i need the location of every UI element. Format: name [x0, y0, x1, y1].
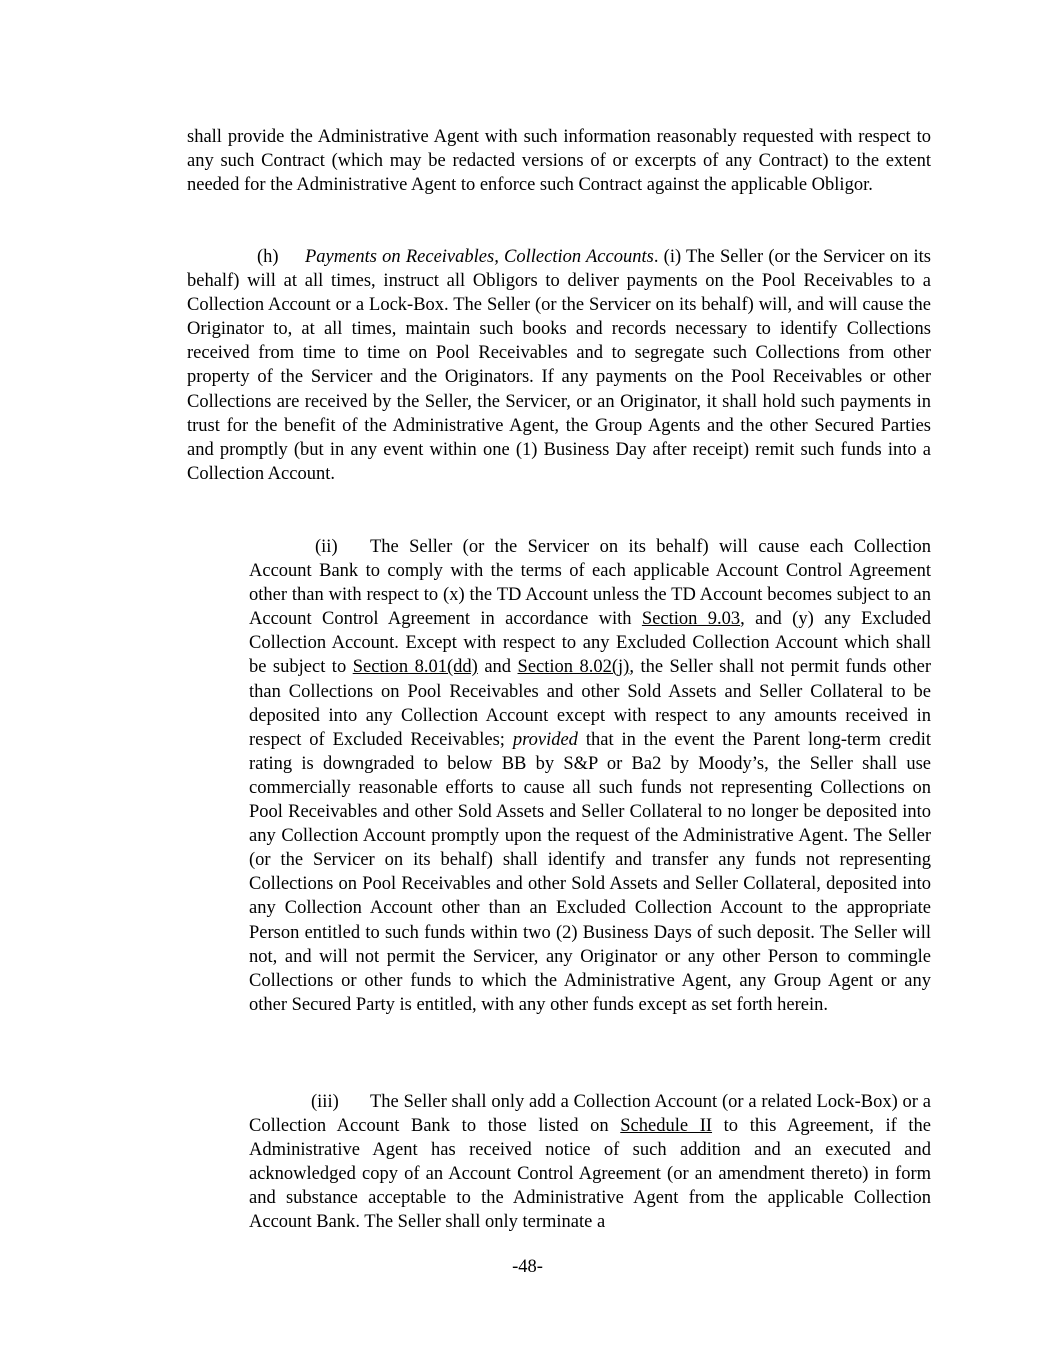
paragraph-text: . (i) The Seller (or the Servicer on its behalf) will at all times, instruct all Obligors to deliver payments on the Pool Receivables to a Collection Account or a Lock-Box. The Seller (or the Servicer on its behalf) will, and will cause the Originator to, at all times, maintain such books and records necessary to identify Collections received from time to time on Pool Receivables and to segregate such Collections from other property of the Servicer and the Originators. If any payments on the Pool Receivables or other Collections are received by the Seller, the Servicer, or an Originator, it shall hold such payments in trust for the benefit of the Administrative Agent, the Group Agents and the other Secured Parties and promptly (but in any event within one (1) Business Day after receipt) remit such funds into a Collection Account. [187, 247, 932, 484]
paragraph-text: The Seller (or the Servicer on its behalf) will cause each Collection Account Bank to comply with the terms of each applicable Account Control Agreement other than with respect to (x) the TD Account unless the TD Account becomes subject to an Account Control Agreement in accordance with [249, 537, 931, 630]
clause-heading: Payments on Receivables, Collection Accounts [305, 247, 654, 267]
paragraph-text: The Seller shall only add a Collection Account (or a related Lock-Box) or a Collection Account Bank to those listed on [249, 1092, 931, 1137]
paragraph-text: to this Agreement, if the Administrative Agent has received notice of such addition and an executed and acknowledged copy of an Account Control Agreement (or an amendment thereto) in form and substance acceptable to the Administrative Agent from the applicable Collection Account Bank. The Seller shall only terminate a [249, 1116, 932, 1233]
clause-label: (h) [257, 247, 279, 267]
page-number: -48- [512, 1257, 543, 1277]
paragraph-iii [249, 1090, 931, 1235]
cross-reference: Section 8.01(dd) [352, 657, 478, 678]
cross-reference: Schedule II [620, 1116, 713, 1137]
paragraph-text: , the Seller shall not permit funds other than Collections on Pool Receivables and other Sold Assets and Seller Collateral to be deposited into any Collection Account except with respect to any amounts received in respect of Excluded Receivables; [249, 657, 932, 750]
paragraph-ii [249, 535, 931, 1017]
paragraph-text: , and (y) any Excluded Collection Account. Except with respect to any Excluded Collection Account which shall be subject to [249, 609, 931, 678]
paragraph-h [187, 245, 931, 486]
cross-reference: Section 8.02(j) [517, 657, 630, 678]
clause-label: (ii) [315, 537, 338, 557]
paragraph-text: that in the event the Parent long-term credit rating is downgraded to below BB by S&P or Ba2 by Moody’s, the Seller shall use commercially reasonable efforts to cause all such funds not representing Collections on Pool Receivables and other Sold Assets and Seller Collateral to no longer be deposited into any Collection Account promptly upon the request of the Administrative Agent. The Seller (or the Servicer on its behalf) shall identify and transfer any funds not representing Collections on Pool Receivables and other Sold Assets and Seller Collateral, deposited into any Collection Account other than an Excluded Collection Account to the appropriate Person entitled to such funds within two (2) Business Days of such deposit. The Seller will not, and will not permit the Servicer, any Originator or any other Person to commingle Collections or other funds to which the Administrative Agent, any Group Agent or any other Secured Party is entitled, with any other funds except as set forth herein. [249, 729, 931, 1015]
cross-reference: Section 9.03 [641, 609, 741, 630]
paragraph-continuation [187, 125, 931, 197]
paragraph-text: and [477, 657, 518, 678]
paragraph-text: shall provide the Administrative Agent with such information reasonably requested with respect to any such Contract (which may be redacted versions of or excerpts of any Contract) to the extent needed for the Administrative Agent to enforce such Contract against the applicable Obligor. [187, 127, 931, 196]
clause-label: (iii) [311, 1092, 339, 1112]
provided-term: provided [512, 729, 578, 750]
